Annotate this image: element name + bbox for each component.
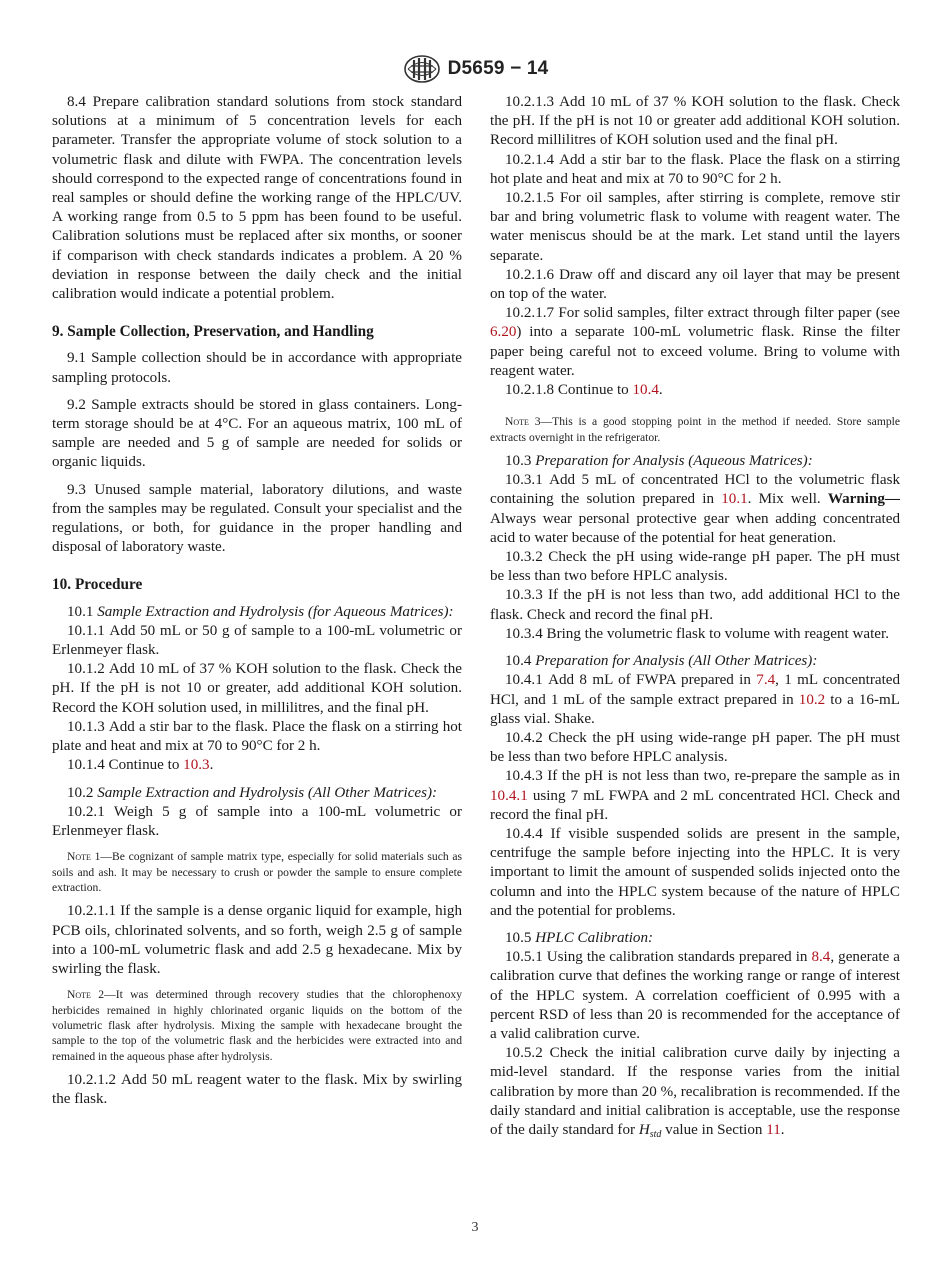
document-id: D5659 − 14 <box>447 58 549 79</box>
paragraph-10-1-4: 10.1.4 Continue to 10.3. <box>67 757 214 774</box>
paragraph-9-3: 9.3 Unused sample material, laboratory dilutions, and waste from the samples may be regulated. Consult your specialist and the regulations, or both, for guidance in the proper handling and disposal of laboratory waste. <box>52 481 462 556</box>
section-heading-10: 10. Procedure <box>52 576 143 594</box>
paragraph-9-1: 9.1 Sample collection should be in accordance with appropriate sampling protocols. <box>52 350 462 386</box>
note-1: Note 1—Be cognizant of sample matrix type, especially for solid materials such as soils and ash. It may be necessary to crush or powder the sample to ensure complete extraction. <box>52 850 462 894</box>
page-number: 3 <box>471 1220 479 1235</box>
paragraph-10-1-1: 10.1.1 Add 50 mL or 50 g of sample to a 100-mL volumetric or Erlenmeyer flask. <box>52 622 463 659</box>
paragraph-10-2-1-7: 10.2.1.7 For solid samples, filter extract through filter paper (see 6.20) into a separate 100-mL volumetric flask. Rinse the filter paper being careful not to exceed volume. Bring to volume with reagent water. <box>490 305 901 379</box>
paragraph-10-5: 10.5 HPLC Calibration: <box>505 929 654 946</box>
paragraph-10-2-1-8: 10.2.1.8 Continue to 10.4. <box>505 382 663 399</box>
paragraph-10-4-2: 10.4.2 Check the pH using wide-range pH paper. The pH must be less than two before HPLC analysis. <box>490 729 900 766</box>
paragraph-10-4-4: 10.4.4 If visible suspended solids are present in the sample, centrifuge the sample before injecting into the HPLC. It is very important to limit the amount of suspended solids injected onto the column and into the HPLC system because of the nature of HPLC and the potential for problems. <box>490 825 900 919</box>
paragraph-10-4: 10.4 Preparation for Analysis (All Other Matrices): <box>505 653 818 670</box>
note-2: Note 2—It was determined through recovery studies that the chlorophenoxy herbicides remained in highly chlorinated organic liquids on the bottom of the volumetric flask after hydrolysis. Mixing the sample with hexadecane brought the sample to the top of the volumetric flask and the herbicides were extracted into and remained in the aqueous phase after hydrolysis. <box>52 988 462 1063</box>
variable-h-std: $H_{std}$ <box>638 1121 662 1140</box>
paragraph-10-1: 10.1 Sample Extraction and Hydrolysis (for Aqueous Matrices): <box>67 603 454 620</box>
link-10-1[interactable]: 10.1 <box>721 491 748 508</box>
paragraph-10-3-4: 10.3.4 Bring the volumetric flask to volume with reagent water. <box>505 625 889 642</box>
section-heading-9: 9. Sample Collection, Preservation, and Handling <box>52 323 374 341</box>
link-8-4[interactable]: 8.4 <box>811 949 831 966</box>
paragraph-10-2-1-1: 10.2.1.1 If the sample is a dense organic liquid for example, high PCB oils, chlorinated solvents, and so forth, weigh 2.5 g of sample into a 100-mL volumetric flask and add 2.5 g hexadecane. Mix by swirling the flask. <box>52 903 463 977</box>
paragraph-10-2-1-6: 10.2.1.6 Draw off and discard any oil layer that may be present on top of the water. <box>490 266 901 303</box>
paragraph-10-3-2: 10.3.2 Check the pH using wide-range pH paper. The pH must be less than two before HPLC analysis. <box>490 549 900 585</box>
link-10-3[interactable]: 10.3 <box>183 757 210 774</box>
link-10-4-1[interactable]: 10.4.1 <box>490 787 528 804</box>
paragraph-9-2: 9.2 Sample extracts should be stored in glass containers. Long-term storage should be at 4°C. For an aqueous matrix, 100 mL of sample are needed and 5 g of sample are needed for solids or organic liquids. <box>52 396 462 471</box>
paragraph-10-3: 10.3 Preparation for Analysis (Aqueous Matrices): <box>505 453 813 470</box>
paragraph-10-2-1-5: 10.2.1.5 For oil samples, after stirring is complete, remove stir bar and bring volumetric flask to volume with reagent water. The water meniscus should be at the mark. Let stand until the layers separate. <box>490 190 900 264</box>
paragraph-10-2-1-2: 10.2.1.2 Add 50 mL reagent water to the flask. Mix by swirling the flask. <box>52 1072 462 1108</box>
paragraph-10-3-3: 10.3.3 If the pH is not less than two, add additional HCl to the flask. Check and record the final pH. <box>490 587 900 623</box>
paragraph-10-2-1-3: 10.2.1.3 Add 10 mL of 37 % KOH solution to the flask. Check the pH. If the pH is not 10 or greater add additional KOH solution. Record millilitres of KOH solution used and the final pH. <box>490 94 900 149</box>
note-3: Note 3—This is a good stopping point in the method if needed. Store sample extracts overnight in the refrigerator. <box>490 415 901 444</box>
astm-logo-icon <box>402 54 442 84</box>
paragraph-10-5-2: 10.5.2 Check the initial calibration curve daily by injecting a mid-level standard. If the response varies from the initial calibration by more than 20 %, recalibration is recommended. If the daily standard and initial calibration is acceptable, use the response of the daily standard for $H_{std}$ value in Section 11. <box>490 1045 900 1140</box>
link-section-11[interactable]: 11 <box>766 1121 781 1138</box>
paragraph-10-2-1: 10.2.1 Weigh 5 g of sample into a 100-mL volumetric or Erlenmeyer flask. <box>52 803 462 839</box>
left-column <box>52 93 462 1110</box>
link-7-4[interactable]: 7.4 <box>756 672 776 689</box>
right-column <box>490 93 900 1144</box>
paragraph-10-2-1-4: 10.2.1.4 Add a stir bar to the flask. Place the flask on a stirring hot plate and heat and mix at 70 to 90°C for 2 h. <box>490 151 900 187</box>
page-header <box>0 52 950 86</box>
paragraph-10-5-1: 10.5.1 Using the calibration standards prepared in 8.4, generate a calibration curve that defines the working range or range of interest of the HPLC system. A correlation coefficient of 0.995 with a percent RSD of less than 20 is recommended for the acceptance of a valid calibration curve. <box>490 949 900 1042</box>
warning-label: Warning— <box>827 491 901 508</box>
paragraph-8-4: 8.4 Prepare calibration standard solutions from stock standard solutions at a minimum of 5 concentration levels for each parameter. Transfer the appropriate volume of stock solution to a volumetric flask and dilute with FWPA. The concentration levels should correspond to the expected range of concentrations found in real samples or should define the working range of the HPLC/UV. A working range from 0.5 to 5 ppm has been found to be useful. Calibration solutions must be replaced after six months, or sooner if comparison with check standards indicates a problem. A 20 % deviation in response between the daily check and the initial calibration would indicate a potential problem. <box>52 94 462 303</box>
paragraph-10-2: 10.2 Sample Extraction and Hydrolysis (All Other Matrices): <box>67 784 438 801</box>
paragraph-10-4-1: 10.4.1 Add 8 mL of FWPA prepared in 7.4, 1 mL concentrated HCl, and 1 mL of the sample extract prepared in 10.2 to a 16-mL glass vial. Shake. <box>490 672 901 727</box>
paragraph-10-3-1: 10.3.1 Add 5 mL of concentrated HCl to the volumetric flask containing the solution prepared in 10.1. Mix well. Warning—Always wear personal protective gear when adding concentrated acid to water because of the potential for heat generation. <box>490 472 901 546</box>
link-6-20[interactable]: 6.20 <box>490 324 517 341</box>
paragraph-10-4-3: 10.4.3 If the pH is not less than two, re-prepare the sample as in 10.4.1 using 7 mL FWPA and 2 mL concentrated HCl. Check and record the final pH. <box>490 768 900 823</box>
link-10-2[interactable]: 10.2 <box>798 691 826 708</box>
paragraph-10-1-3: 10.1.3 Add a stir bar to the flask. Place the flask on a stirring hot plate and heat and mix at 70 to 90°C for 2 h. <box>52 718 463 755</box>
paragraph-10-1-2: 10.1.2 Add 10 mL of 37 % KOH solution to the flask. Check the pH. If the pH is not 10 or greater, add additional KOH solution. Record the KOH solution used, in millilitres, and the final pH. <box>52 661 462 716</box>
link-10-4[interactable]: 10.4 <box>632 382 659 399</box>
